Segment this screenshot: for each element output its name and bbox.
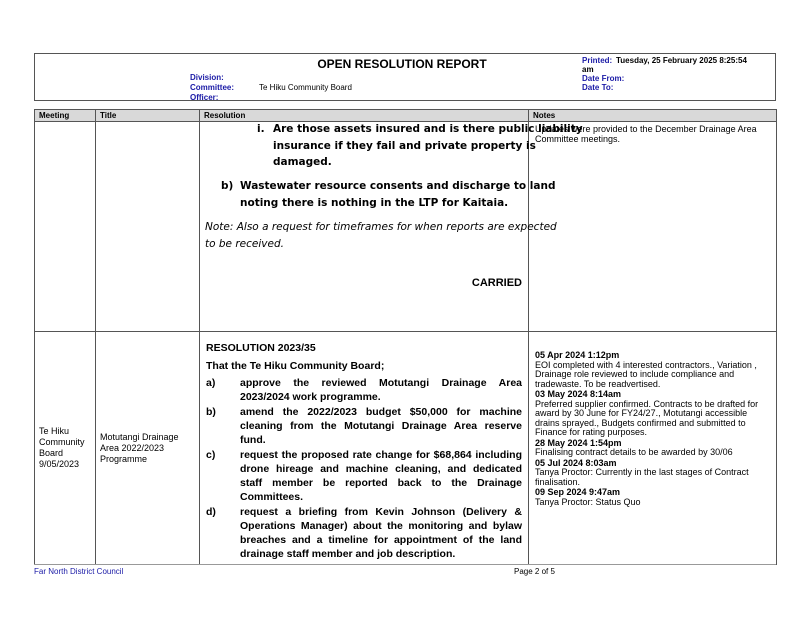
resolution-cell bbox=[200, 332, 529, 565]
table-row bbox=[35, 122, 777, 332]
resolution-lead: That the Te Hiku Community Board; bbox=[206, 360, 385, 372]
item-letter: c) bbox=[206, 449, 216, 461]
res-i-line3: damaged. bbox=[273, 156, 332, 168]
note-text: Tanya Proctor: Status Quo bbox=[535, 496, 641, 507]
note-date: 05 Apr 2024 1:12pm bbox=[535, 350, 620, 360]
report-title: OPEN RESOLUTION REPORT bbox=[317, 57, 487, 71]
note-text: Finalising contract details to be awarded by 30/06 bbox=[535, 447, 733, 457]
carried-label: CARRIED bbox=[471, 277, 522, 289]
note-text: Preferred supplier confirmed. Contracts to be drafted for award by 30 June for FY24/27., Motutangi accessible drains sprayed., Budgets confirmed and submitted to Finance for rating purposes. bbox=[535, 398, 759, 437]
printed-label: Printed: bbox=[582, 56, 613, 65]
table-header-row bbox=[35, 110, 777, 122]
resolution-item bbox=[206, 405, 522, 447]
notes-cell bbox=[529, 332, 777, 565]
note-date: 03 May 2024 8:14am bbox=[535, 389, 622, 399]
resolution-item bbox=[206, 448, 522, 504]
committee-label: Committee: bbox=[190, 83, 235, 92]
date-from-label: Date From: bbox=[582, 74, 625, 83]
footer-divider bbox=[34, 564, 776, 565]
res-b-line2: noting there is nothing in the LTP for Kaitaia. bbox=[240, 197, 509, 209]
note-text: EOI completed with 4 interested contractors., Variation , Drainage role reviewed to include compliance and tradewaste. To be readvertised. bbox=[535, 359, 757, 389]
item-letter: b) bbox=[206, 406, 216, 418]
meeting-cell bbox=[35, 122, 96, 332]
printed-value: Tuesday, 25 February 2025 8:25:54 bbox=[616, 56, 747, 65]
note-line2: to be received. bbox=[205, 238, 284, 250]
res-i-marker: i. bbox=[257, 123, 265, 135]
note-text: Tanya Proctor: Currently in the last stages of Contract finalisation. bbox=[535, 467, 749, 487]
res-i-line2: insurance if they fail and private property is bbox=[273, 140, 536, 152]
note-line1: Note: Also a request for timeframes for when reports are expected bbox=[205, 221, 557, 233]
column-header-meeting: Meeting bbox=[35, 110, 96, 122]
note-date: 09 Sep 2024 9:47am bbox=[535, 487, 621, 497]
notes-cell: Updates were provided to the December Drainage Area Committee meetings. bbox=[529, 122, 777, 332]
resolution-cell bbox=[200, 122, 583, 332]
meeting-cell: Te Hiku Community Board 9/05/2023 bbox=[35, 332, 96, 565]
committee-value: Te Hiku Community Board bbox=[259, 83, 352, 92]
column-header-title: Title bbox=[96, 110, 200, 122]
item-text: approve the reviewed Motutangi Drainage Area 2023/2024 work programme. bbox=[240, 377, 522, 403]
note-date: 28 May 2024 1:54pm bbox=[535, 437, 622, 448]
item-text: request the proposed rate change for $68,864 including drone hireage and machine cleaning, and dedicated staff member be reported back to the Drainage Committees. bbox=[240, 449, 522, 503]
report-header bbox=[34, 53, 776, 101]
title-cell: Motutangi Drainage Area 2022/2023 Programme bbox=[96, 332, 200, 565]
res-i-line1: Are those assets insured and is there public liability bbox=[273, 123, 583, 135]
item-letter: d) bbox=[206, 506, 216, 518]
title-cell bbox=[96, 122, 200, 332]
item-text: request a briefing from Kevin Johnson (Delivery & Operations Manager) about the monitoring and bylaw breaches and a timeline for appointment of the land drainage staff member and job description. bbox=[240, 506, 522, 560]
item-letter: a) bbox=[206, 377, 216, 389]
res-b-line1: Wastewater resource consents and discharge to land bbox=[240, 180, 556, 192]
column-header-resolution: Resolution bbox=[200, 110, 529, 122]
column-header-notes: Notes bbox=[529, 110, 777, 122]
printed-ampm: am bbox=[582, 65, 594, 74]
resolution-item bbox=[206, 376, 522, 404]
item-text: amend the 2022/2023 budget $50,000 for machine cleaning from the Motutangi Drainage Area reserve fund. bbox=[240, 406, 522, 446]
resolution-item bbox=[206, 505, 522, 561]
footer-organisation: Far North District Council bbox=[34, 567, 124, 576]
resolution-number: RESOLUTION 2023/35 bbox=[206, 342, 316, 354]
res-b-marker: b) bbox=[221, 180, 234, 192]
date-to-label: Date To: bbox=[582, 83, 614, 92]
note-date: 05 Jul 2024 8:03am bbox=[535, 457, 617, 468]
resolution-table bbox=[34, 109, 777, 565]
table-row bbox=[35, 332, 777, 565]
officer-label: Officer: bbox=[190, 93, 219, 102]
page-number: Page 2 of 5 bbox=[514, 567, 555, 576]
division-label: Division: bbox=[190, 73, 224, 82]
